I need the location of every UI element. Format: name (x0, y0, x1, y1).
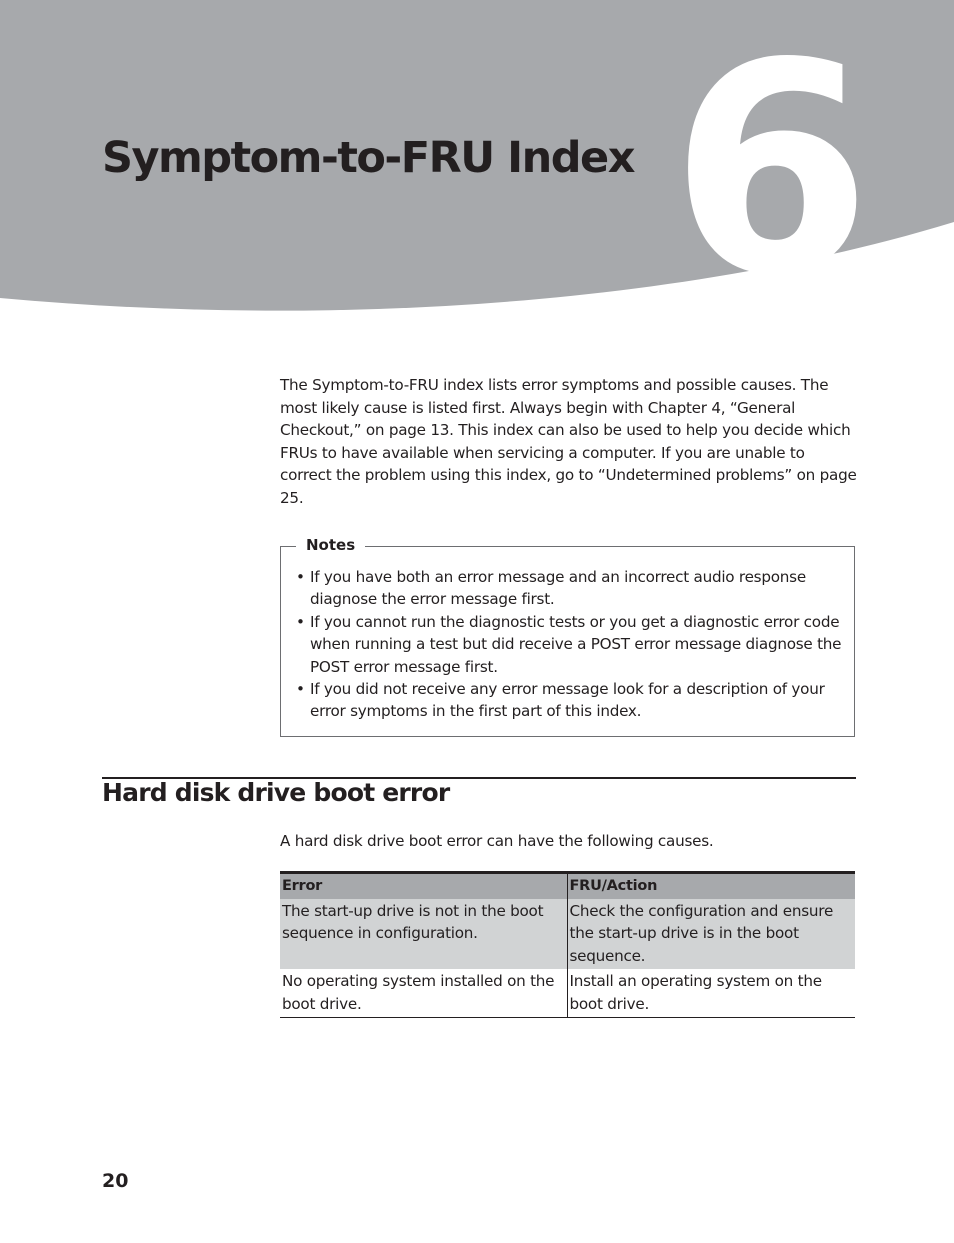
intro-paragraph: The Symptom-to-FRU index lists error symptoms and possible causes. The most likely cause is listed first. Always begin with Chapter 4, “General Checkout,” on page 13. This index can also be used to help you decide which FRUs to have available when servicing a computer. If you are unable to correct the problem using this index, go to “Undetermined problems” on page 25. (280, 376, 857, 507)
table-row (280, 969, 855, 1018)
note-item: • If you cannot run the diagnostic tests or you get a diagnostic error code when running a test but did receive a POST error message diagnose the POST error message first. (296, 611, 844, 678)
header-fru-action: FRU/Action (567, 873, 855, 899)
table-header-row (280, 873, 855, 899)
chapter-title: Symptom-to-FRU Index (102, 133, 634, 183)
table-intro: A hard disk drive boot error can have the following causes. (280, 832, 714, 850)
table-row (280, 899, 855, 970)
note-item: • If you did not receive any error message look for a description of your error symptoms in the first part of this index. (296, 678, 844, 723)
notes-list (296, 566, 844, 723)
fru-table (280, 871, 855, 1018)
cell-fru-action: Check the configuration and ensure the start-up drive is in the boot sequence. (567, 899, 855, 970)
chapter-number: 6 (670, 2, 872, 320)
notes-label: Notes (296, 535, 365, 555)
header-error: Error (280, 873, 567, 899)
cell-fru-action: Install an operating system on the boot drive. (567, 969, 855, 1018)
section-title: Hard disk drive boot error (102, 778, 450, 807)
note-item: • If you have both an error message and an incorrect audio response diagnose the error message first. (296, 566, 844, 611)
cell-error: No operating system installed on the boot drive. (280, 969, 567, 1018)
page-number: 20 (102, 1170, 129, 1192)
cell-error: The start-up drive is not in the boot sequence in configuration. (280, 899, 567, 970)
